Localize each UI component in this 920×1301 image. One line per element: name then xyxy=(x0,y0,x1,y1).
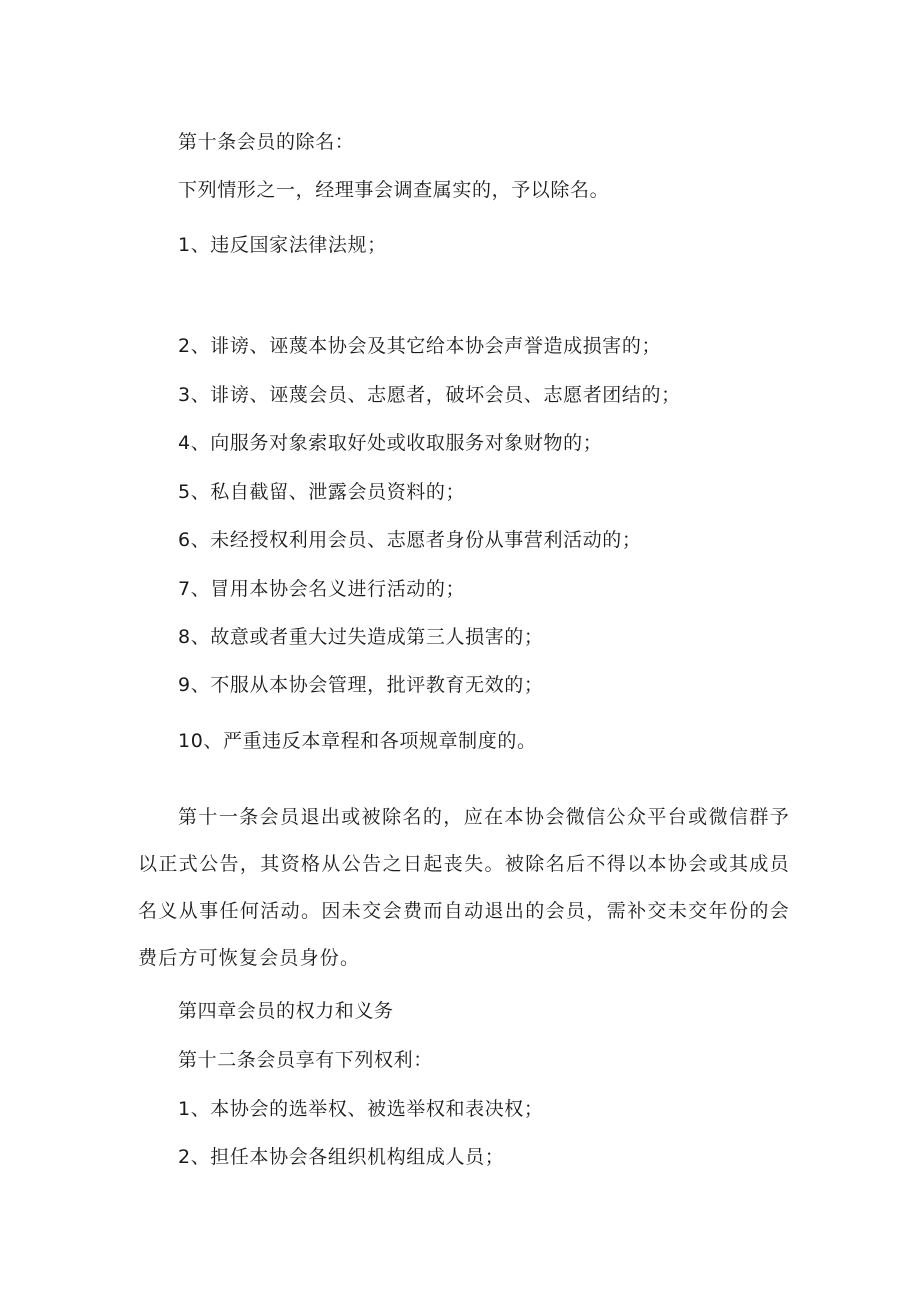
article-10-title: 第十条会员的除名： xyxy=(178,131,355,153)
list-item: 4、向服务对象索取好处或收取服务对象财物的； xyxy=(178,432,603,454)
list-item: 2、诽谤、诬蔑本协会及其它给本协会声誉造成损害的； xyxy=(178,335,662,357)
chapter-4-title: 第四章会员的权力和义务 xyxy=(178,1000,394,1022)
list-item: 1、本协会的选举权、被选举权和表决权； xyxy=(178,1098,544,1120)
article-11-paragraph: 第十一条会员退出或被除名的，应在本协会微信公众平台或微信群予以正式公告，其资格从公告之日起丧失。被除名后不得以本协会或其成员名义从事任何活动。因未交会费而自动退出的会员，需补交未交年份的会费后方可恢复会员身份。 xyxy=(138,806,790,969)
list-item: 10、严重违反本章程和各项规章制度的。 xyxy=(178,730,537,752)
list-item: 6、未经授权利用会员、志愿者身份从事营利活动的； xyxy=(178,529,642,551)
list-item: 3、诽谤、诬蔑会员、志愿者，破坏会员、志愿者团结的； xyxy=(178,384,681,406)
list-item: 7、冒用本协会名义进行活动的； xyxy=(178,578,466,600)
article-10-intro: 下列情形之一，经理事会调查属实的，予以除名。 xyxy=(178,179,610,201)
list-item: 5、私自截留、泄露会员资料的； xyxy=(178,481,466,503)
list-item: 8、故意或者重大过失造成第三人损害的； xyxy=(178,626,544,648)
list-item: 1、违反国家法律法规； xyxy=(178,234,387,256)
article-12-title: 第十二条会员享有下列权利： xyxy=(178,1049,433,1071)
list-item: 2、担任本协会各组织机构组成人员； xyxy=(178,1146,505,1168)
list-item: 9、不服从本协会管理，批评教育无效的； xyxy=(178,674,544,696)
